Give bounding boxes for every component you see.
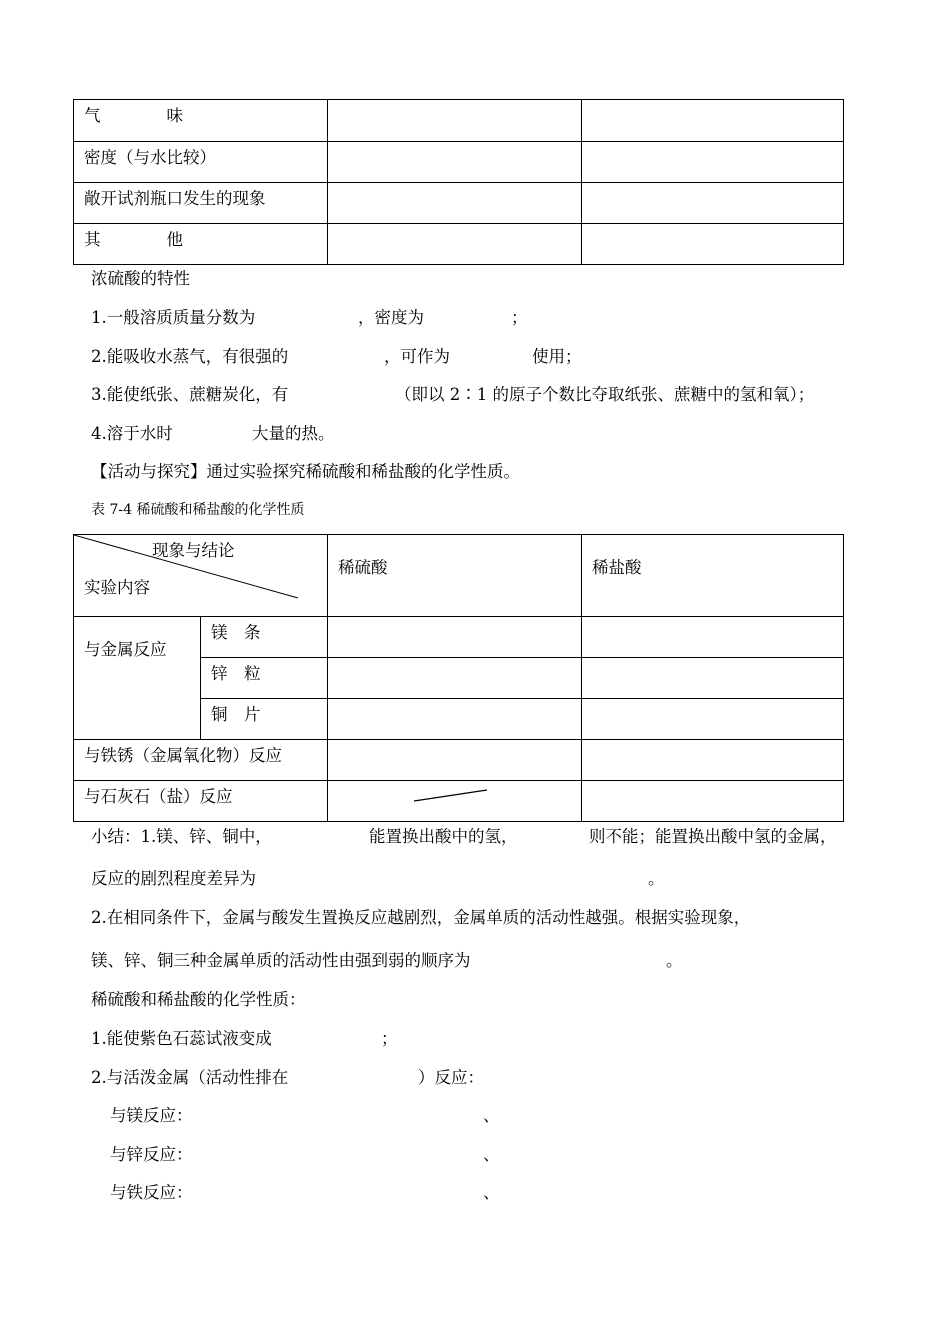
blank-cell[interactable]: [582, 658, 844, 699]
summary-line-4: 镁、锌、铜三种金属单质的活动性由强到弱的顺序为: [91, 951, 471, 970]
row-label-open-bottle: 敞开试剂瓶口发生的现象: [74, 183, 328, 224]
activity-line: [91, 462, 520, 482]
section-heading: 浓硫酸的特性: [91, 269, 190, 288]
metal-zinc: 锌 粒: [201, 658, 328, 699]
item-4-text: 4.溶于水时: [91, 424, 173, 443]
blank-cell[interactable]: [582, 740, 844, 781]
blank-cell[interactable]: [582, 781, 844, 822]
reaction-separator: 、: [483, 1183, 500, 1202]
diagonal-header-cell: [74, 535, 328, 617]
summary-line-2: 反应的剧烈程度差异为: [91, 869, 256, 888]
column-header-sulfuric: 稀硫酸: [328, 535, 582, 617]
rust-reaction-label: 与铁锈（金属氧化物）反应: [74, 740, 328, 781]
properties-table: [73, 99, 844, 265]
blank-cell[interactable]: [328, 740, 582, 781]
blank-cell[interactable]: [582, 699, 844, 740]
blank-cell[interactable]: [582, 617, 844, 658]
properties-heading: 稀硫酸和稀盐酸的化学性质：: [91, 990, 306, 1009]
property-item-2: ）反应：: [418, 1068, 484, 1087]
item-1-text: 1.一般溶质质量分数为: [91, 308, 256, 327]
reaction-separator: 、: [483, 1145, 500, 1164]
blank-cell[interactable]: [582, 224, 844, 265]
reaction-separator: 、: [483, 1106, 500, 1125]
item-3-text: （即以 2∶1 的原子个数比夺取纸张、蔗糖中的氢和氧）；: [395, 385, 815, 404]
blank-cell[interactable]: [328, 699, 582, 740]
row-label-density: 密度（与水比较）: [74, 142, 328, 183]
blank-cell[interactable]: [582, 142, 844, 183]
metal-magnesium: 镁 条: [201, 617, 328, 658]
blank-cell[interactable]: [328, 183, 582, 224]
blank-cell[interactable]: [328, 224, 582, 265]
blank-cell[interactable]: [582, 183, 844, 224]
item-4-text: 大量的热。: [252, 424, 335, 443]
summary-line-4: 。: [666, 951, 683, 970]
limestone-reaction-label: 与石灰石（盐）反应: [74, 781, 328, 822]
summary-line-1: 则不能；能置换出酸中氢的金属，: [589, 827, 837, 846]
item-2-text: ，可作为: [384, 347, 450, 366]
item-1-text: ，密度为: [358, 308, 424, 327]
blank-cell[interactable]: [328, 781, 582, 822]
column-header-hydrochloric: 稀盐酸: [582, 535, 844, 617]
summary-line-1: 小结：1.镁、锌、铜中，: [91, 827, 272, 846]
row-label-other: 其 他: [74, 224, 328, 265]
item-2-text: 使用；: [532, 347, 582, 366]
summary-line-2: 。: [648, 869, 665, 888]
metal-copper: 铜 片: [201, 699, 328, 740]
row-label-smell: 气 味: [74, 100, 328, 142]
header-bottom-label: 实验内容: [84, 578, 150, 597]
reaction-iron-label: 与铁反应：: [110, 1183, 193, 1202]
stray-line: [328, 781, 582, 821]
item-3-text: 3.能使纸张、蔗糖炭化，有: [91, 385, 289, 404]
metal-reaction-label: 与金属反应: [74, 617, 201, 740]
blank-cell[interactable]: [328, 617, 582, 658]
item-2-text: 2.能吸收水蒸气，有很强的: [91, 347, 289, 366]
property-item-2: 2.与活泼金属（活动性排在: [91, 1068, 289, 1087]
activity-label: 【活动与探究】: [91, 462, 207, 481]
item-1-text: ；: [511, 308, 528, 327]
property-item-1: ；: [381, 1029, 398, 1048]
property-item-1: 1.能使紫色石蕊试液变成: [91, 1029, 272, 1048]
blank-cell[interactable]: [328, 142, 582, 183]
table-caption: 表 7-4 稀硫酸和稀盐酸的化学性质: [91, 502, 305, 518]
acid-properties-table: [73, 534, 844, 822]
header-top-label: 现象与结论: [152, 541, 235, 560]
blank-cell[interactable]: [328, 658, 582, 699]
summary-line-3: 2.在相同条件下，金属与酸发生置换反应越剧烈，金属单质的活动性越强。根据实验现象，: [91, 908, 751, 927]
reaction-zinc-label: 与锌反应：: [110, 1145, 193, 1164]
summary-line-1: 能置换出酸中的氢，: [369, 827, 518, 846]
blank-cell[interactable]: [328, 100, 582, 142]
blank-cell[interactable]: [582, 100, 844, 142]
activity-text: 通过实验探究稀硫酸和稀盐酸的化学性质。: [206, 462, 520, 481]
reaction-magnesium-label: 与镁反应：: [110, 1106, 193, 1125]
